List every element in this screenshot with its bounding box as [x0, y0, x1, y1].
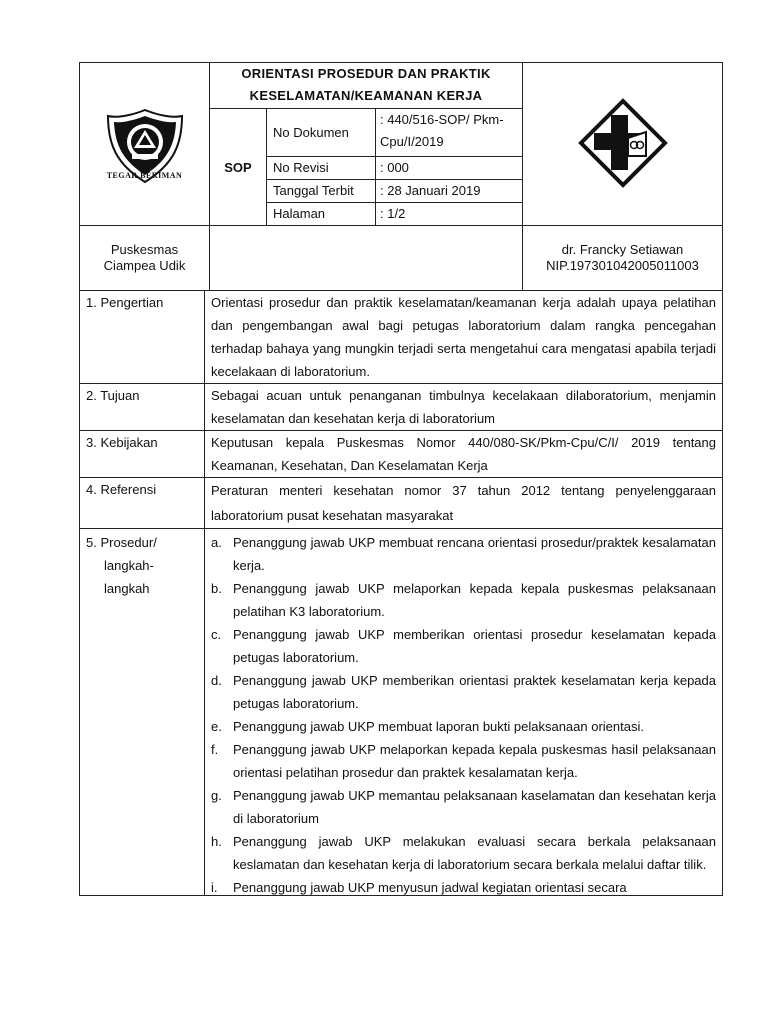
meta-value-doc-number: : 440/516-SOP/ Pkm-Cpu/I/2019	[376, 109, 523, 157]
sop-header-table	[79, 62, 723, 226]
meta-value-page: : 1/2	[376, 203, 523, 226]
puskesmas-name	[80, 226, 210, 291]
procedure-step	[211, 738, 716, 784]
title-line-1: ORIENTASI PROSEDUR DAN PRAKTIK	[241, 66, 491, 81]
title-line-2: KESELAMATAN/KEAMANAN KERJA	[249, 88, 483, 103]
signatory-nip: NIP.197301042005011003	[546, 258, 699, 273]
meta-label-page: Halaman	[267, 203, 376, 226]
step-text: Penanggung jawab UKP melaporkan kepada kepala puskesmas pelaksanaan pelatihan K3 laboratorium.	[233, 581, 716, 619]
puskesmas-logo-icon	[578, 98, 668, 188]
logo-motto: TEGAR BERIMAN	[106, 171, 183, 180]
step-marker: c.	[211, 627, 222, 642]
procedure-step	[211, 784, 716, 830]
prosedur-label-line-1: 5. Prosedur/	[86, 535, 157, 550]
step-marker: g.	[211, 788, 222, 803]
puskesmas-name-line-1: Puskesmas	[110, 242, 179, 257]
section-label-prosedur	[80, 529, 205, 896]
procedure-step	[211, 623, 716, 669]
section-body-tujuan: Sebagai acuan untuk penanganan timbulnya kecelakaan dilaboratorium, menjamin keselamatan dan kesehatan kerja di laboratorium	[205, 384, 723, 431]
step-text: Penanggung jawab UKP melakukan evaluasi secara berkala pelaksanaan keslamatan dan kesehatan kerja di laboratorium secara berkala melalui daftar tilik.	[233, 834, 716, 872]
info-blank-cell	[210, 226, 523, 291]
procedure-step	[211, 715, 716, 738]
meta-label-revision: No Revisi	[267, 157, 376, 180]
section-body-kebijakan: Keputusan kepala Puskesmas Nomor 440/080-SK/Pkm-Cpu/C/I/ 2019 tentang Keamanan, Kesehatan, Dan Keselamatan Kerja	[205, 431, 723, 478]
step-text: Penanggung jawab UKP membuat laporan bukti pelaksanaan orientasi.	[233, 719, 644, 734]
procedure-step	[211, 577, 716, 623]
section-body-pengertian: Orientasi prosedur dan praktik keselamatan/keamanan kerja adalah upaya pelatihan dan pengembangan awal bagi petugas laboratorium dalam rangka pencegahan terhadap bahaya yang mungkin terjadi serta mengetahui cara mengatasi apabila terjadi kecelakaan di laboratorium.	[205, 291, 723, 384]
signatory	[523, 226, 723, 291]
step-marker: b.	[211, 581, 222, 596]
procedure-step	[211, 531, 716, 577]
sop-document	[79, 62, 722, 896]
step-text: Penanggung jawab UKP memberikan orientasi praktek keselamatan kerja kepada petugas laboratorium.	[233, 673, 716, 711]
prosedur-label-line-2: langkah-	[104, 558, 154, 573]
step-text: Penanggung jawab UKP memantau pelaksanaan kaselamatan dan kesehatan kerja di laboratorium	[233, 788, 716, 826]
step-marker: a.	[211, 535, 222, 550]
step-text: Penanggung jawab UKP membuat rencana orientasi prosedur/praktek kesalamatan kerja.	[233, 535, 716, 573]
sop-label: SOP	[210, 109, 267, 226]
step-marker: f.	[211, 742, 219, 757]
step-marker: d.	[211, 673, 222, 688]
meta-value-revision: : 000	[376, 157, 523, 180]
section-label-pengertian: 1. Pengertian	[80, 291, 205, 384]
step-text: Penanggung jawab UKP menyusun jadwal kegiatan orientasi secara	[233, 880, 627, 895]
sop-body-table	[79, 290, 723, 896]
meta-value-issue-date: : 28 Januari 2019	[376, 180, 523, 203]
prosedur-label-line-3: langkah	[104, 581, 150, 596]
step-marker: e.	[211, 719, 222, 734]
sop-info-table	[79, 225, 723, 291]
puskesmas-name-line-2: Ciampea Udik	[103, 258, 186, 273]
procedure-step	[211, 830, 716, 876]
section-label-kebijakan: 3. Kebijakan	[80, 431, 205, 478]
regency-logo-cell	[80, 63, 210, 226]
step-text: Penanggung jawab UKP melaporkan kepada kepala puskesmas hasil pelaksanaan orientasi pelatihan prosedur dan praktek kesalamatan kerja.	[233, 742, 716, 780]
puskesmas-logo-cell	[523, 63, 723, 226]
section-label-tujuan: 2. Tujuan	[80, 384, 205, 431]
procedure-steps	[205, 529, 723, 896]
procedure-step	[211, 876, 716, 895]
procedure-step-list	[211, 531, 716, 895]
document-title	[210, 63, 523, 109]
section-label-referensi: 4. Referensi	[80, 478, 205, 529]
step-marker: h.	[211, 834, 222, 849]
step-marker: i.	[211, 880, 218, 895]
procedure-step	[211, 669, 716, 715]
section-body-referensi: Peraturan menteri kesehatan nomor 37 tahun 2012 tentang penyelenggaraan laboratorium pusat kesehatan masyarakat	[205, 478, 723, 529]
signatory-name: dr. Francky Setiawan	[561, 242, 684, 257]
meta-label-issue-date: Tanggal Terbit	[267, 180, 376, 203]
step-text: Penanggung jawab UKP memberikan orientasi prosedur keselamatan kepada petugas laboratorium.	[233, 627, 716, 665]
meta-label-doc-number: No Dokumen	[267, 109, 376, 157]
